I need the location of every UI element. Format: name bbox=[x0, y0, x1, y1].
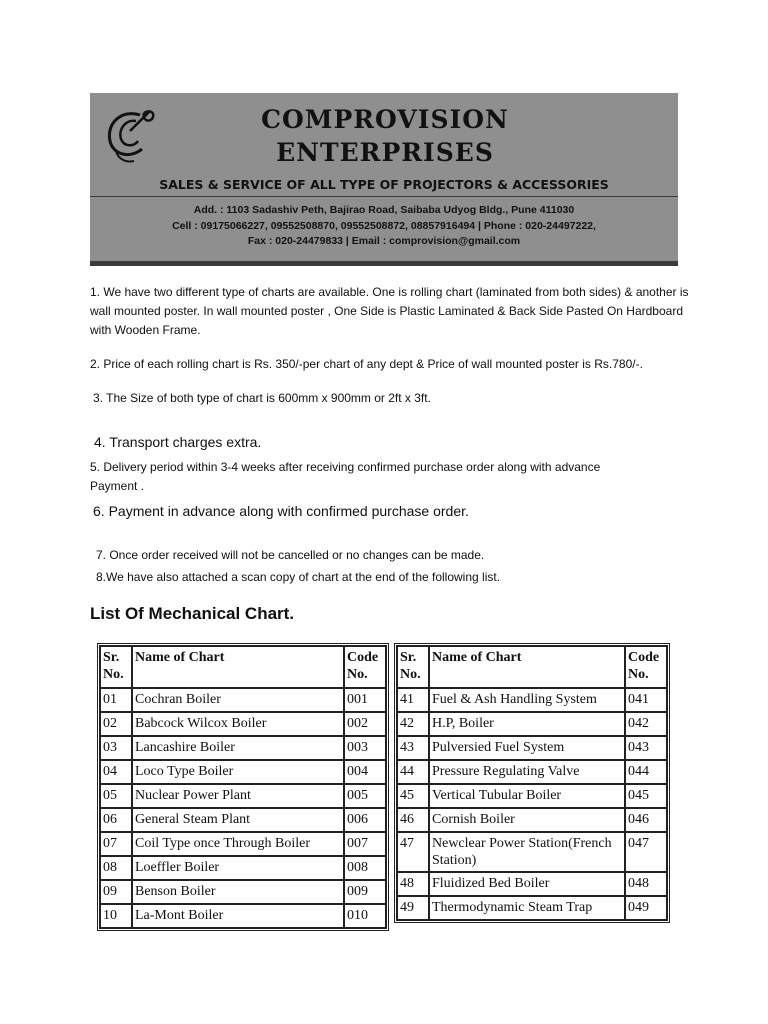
table-row bbox=[397, 832, 667, 872]
table-row bbox=[100, 736, 386, 760]
header-sr-no: Sr. No. bbox=[100, 646, 132, 688]
cell-sr-no: 05 bbox=[100, 784, 132, 808]
term-7: 7. Once order received will not be cancelled or no changes can be made. bbox=[96, 548, 485, 562]
table-row bbox=[100, 832, 386, 856]
cell-chart-name: Nuclear Power Plant bbox=[132, 784, 344, 808]
cell-code-no: 010 bbox=[344, 904, 386, 928]
table-header-row bbox=[100, 646, 386, 688]
cell-chart-name: La-Mont Boiler bbox=[132, 904, 344, 928]
chart-table-left bbox=[97, 643, 389, 931]
cell-chart-name: Lancashire Boiler bbox=[132, 736, 344, 760]
table-row bbox=[397, 872, 667, 896]
cell-code-no: 049 bbox=[625, 896, 667, 920]
company-address: Add. : 1103 Sadashiv Peth, Bajirao Road, Saibaba Udyog Bldg., Pune 411030 bbox=[193, 204, 575, 216]
cell-code-no: 004 bbox=[344, 760, 386, 784]
table-row bbox=[100, 880, 386, 904]
company-fax-email: Fax : 020-24479833 | Email : comprovision@gmail.com bbox=[247, 235, 521, 247]
header-name-of-chart: Name of Chart bbox=[132, 646, 344, 688]
cell-chart-name: Thermodynamic Steam Trap bbox=[429, 896, 625, 920]
cell-sr-no: 46 bbox=[397, 808, 429, 832]
term-8: 8.We have also attached a scan copy of chart at the end of the following list. bbox=[96, 570, 501, 584]
cell-sr-no: 42 bbox=[397, 712, 429, 736]
table-header-row bbox=[397, 646, 667, 688]
cell-chart-name: Babcock Wilcox Boiler bbox=[132, 712, 344, 736]
cell-chart-name: Coil Type once Through Boiler bbox=[132, 832, 344, 856]
term-1: 1. We have two different type of charts are available. One is rolling chart (laminated from both sides) & another is wall mounted poster. In wall mounted poster , One Side is Plastic Laminated & Back Side Pasted On Hardboard with Wooden Frame. bbox=[90, 285, 689, 337]
cell-sr-no: 06 bbox=[100, 808, 132, 832]
cell-sr-no: 03 bbox=[100, 736, 132, 760]
header-code-no: Code No. bbox=[625, 646, 667, 688]
table-row bbox=[100, 784, 386, 808]
table-row bbox=[397, 808, 667, 832]
cell-chart-name: Fluidized Bed Boiler bbox=[429, 872, 625, 896]
cell-sr-no: 43 bbox=[397, 736, 429, 760]
table-row bbox=[100, 856, 386, 880]
cell-chart-name: General Steam Plant bbox=[132, 808, 344, 832]
table-row bbox=[100, 760, 386, 784]
cell-code-no: 048 bbox=[625, 872, 667, 896]
chart-table-right bbox=[394, 643, 670, 923]
cell-code-no: 046 bbox=[625, 808, 667, 832]
cell-code-no: 002 bbox=[344, 712, 386, 736]
cell-chart-name: Pulversied Fuel System bbox=[429, 736, 625, 760]
company-name-line1: COMPROVISION bbox=[261, 105, 509, 134]
company-logo-icon bbox=[100, 105, 162, 167]
table-row bbox=[100, 808, 386, 832]
cell-code-no: 007 bbox=[344, 832, 386, 856]
cell-code-no: 008 bbox=[344, 856, 386, 880]
cell-chart-name: Vertical Tubular Boiler bbox=[429, 784, 625, 808]
cell-sr-no: 47 bbox=[397, 832, 429, 872]
term-3: 3. The Size of both type of chart is 600mm x 900mm or 2ft x 3ft. bbox=[93, 391, 431, 405]
cell-sr-no: 01 bbox=[100, 688, 132, 712]
table-row bbox=[397, 896, 667, 920]
term-2: 2. Price of each rolling chart is Rs. 350/-per chart of any dept & Price of wall mounted poster is Rs.780/-. bbox=[90, 357, 643, 371]
cell-sr-no: 44 bbox=[397, 760, 429, 784]
cell-code-no: 047 bbox=[625, 832, 667, 872]
cell-code-no: 043 bbox=[625, 736, 667, 760]
cell-chart-name: H.P, Boiler bbox=[429, 712, 625, 736]
cell-chart-name: Loeffler Boiler bbox=[132, 856, 344, 880]
cell-code-no: 042 bbox=[625, 712, 667, 736]
cell-code-no: 006 bbox=[344, 808, 386, 832]
letterhead-banner bbox=[90, 93, 678, 266]
cell-sr-no: 45 bbox=[397, 784, 429, 808]
table-row bbox=[397, 736, 667, 760]
cell-sr-no: 10 bbox=[100, 904, 132, 928]
term-4: 4. Transport charges extra. bbox=[94, 434, 262, 450]
cell-code-no: 009 bbox=[344, 880, 386, 904]
banner-divider bbox=[90, 196, 678, 197]
company-tagline: SALES & SERVICE OF ALL TYPE OF PROJECTORS & ACCESSORIES bbox=[159, 177, 609, 192]
cell-sr-no: 09 bbox=[100, 880, 132, 904]
cell-chart-name: Cornish Boiler bbox=[429, 808, 625, 832]
cell-code-no: 045 bbox=[625, 784, 667, 808]
cell-chart-name: Cochran Boiler bbox=[132, 688, 344, 712]
table-row bbox=[397, 784, 667, 808]
table-row bbox=[397, 688, 667, 712]
header-sr-no: Sr. No. bbox=[397, 646, 429, 688]
section-title: List Of Mechanical Chart. bbox=[90, 604, 295, 623]
cell-chart-name: Pressure Regulating Valve bbox=[429, 760, 625, 784]
cell-sr-no: 04 bbox=[100, 760, 132, 784]
cell-sr-no: 07 bbox=[100, 832, 132, 856]
cell-sr-no: 49 bbox=[397, 896, 429, 920]
cell-code-no: 041 bbox=[625, 688, 667, 712]
cell-code-no: 003 bbox=[344, 736, 386, 760]
cell-sr-no: 41 bbox=[397, 688, 429, 712]
table-row bbox=[100, 904, 386, 928]
cell-code-no: 001 bbox=[344, 688, 386, 712]
term-5: 5. Delivery period within 3-4 weeks after receiving confirmed purchase order along with advance Payment . bbox=[90, 460, 601, 493]
table-row bbox=[100, 688, 386, 712]
company-phone: Cell : 09175066227, 09552508870, 09552508872, 08857916494 | Phone : 020-24497222, bbox=[172, 220, 596, 232]
cell-code-no: 005 bbox=[344, 784, 386, 808]
cell-sr-no: 48 bbox=[397, 872, 429, 896]
cell-chart-name: Loco Type Boiler bbox=[132, 760, 344, 784]
table-row bbox=[397, 760, 667, 784]
cell-chart-name: Benson Boiler bbox=[132, 880, 344, 904]
company-name-line2: ENTERPRISES bbox=[276, 138, 494, 167]
term-6: 6. Payment in advance along with confirmed purchase order. bbox=[93, 503, 469, 519]
cell-sr-no: 02 bbox=[100, 712, 132, 736]
cell-code-no: 044 bbox=[625, 760, 667, 784]
cell-chart-name: Newclear Power Station(French Station) bbox=[429, 832, 625, 872]
cell-chart-name: Fuel & Ash Handling System bbox=[429, 688, 625, 712]
header-code-no: Code No. bbox=[344, 646, 386, 688]
cell-sr-no: 08 bbox=[100, 856, 132, 880]
table-row bbox=[100, 712, 386, 736]
header-name-of-chart: Name of Chart bbox=[429, 646, 625, 688]
table-row bbox=[397, 712, 667, 736]
